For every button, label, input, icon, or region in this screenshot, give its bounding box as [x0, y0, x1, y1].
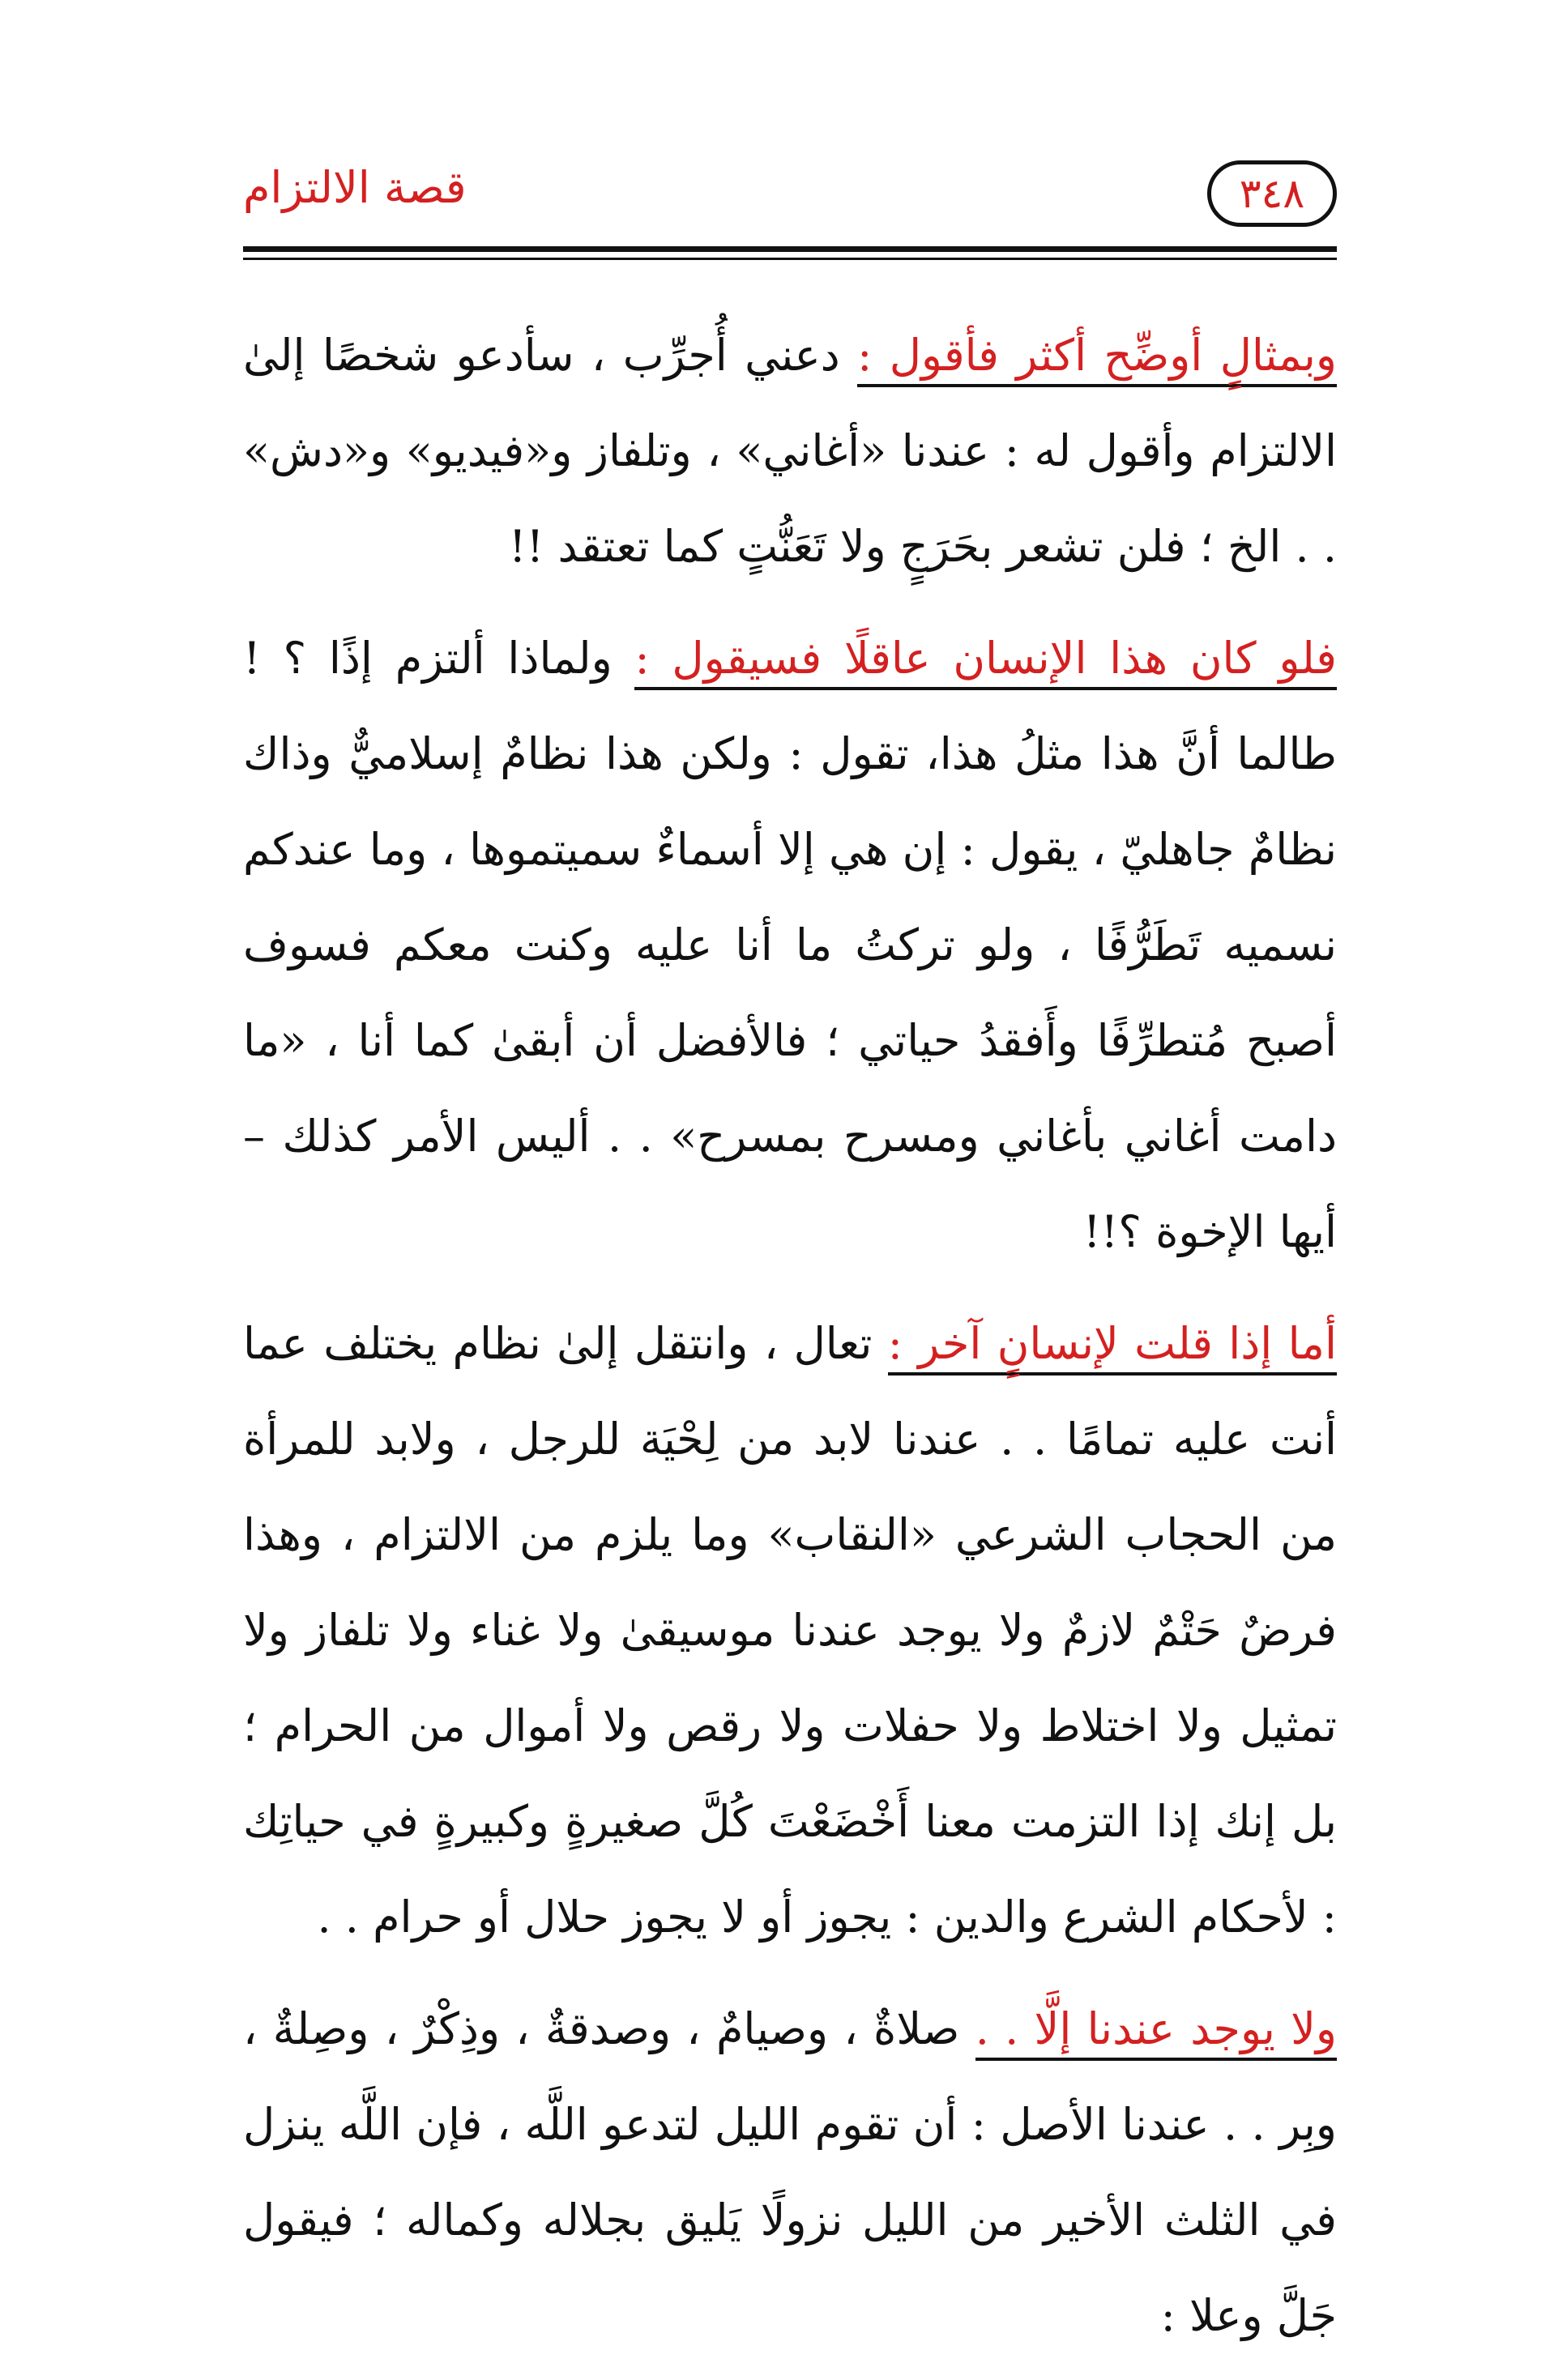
page-header: [243, 146, 1337, 235]
chapter-title: قصة الالتزام: [243, 162, 467, 213]
paragraph-3: [243, 1296, 1337, 1965]
body-text: [243, 308, 1337, 2380]
paragraph-text: صلاةٌ ، وصيامٌ ، وصدقةٌ ، وذِكْرٌ ، وصِلةٌ ، وبِر . . عندنا الأصل : أن تقوم الليل لتدعو اللَّه ، فإن اللَّه ينزل في الثلث الأخير من الليل نزولًا يَليق بجلاله وكماله ؛ فيقول جَلَّ وعلا :: [243, 2003, 1337, 2341]
header-rule-thin: [243, 258, 1337, 260]
paragraph-text: دعني أُجرِّب ، سأدعو شخصًا إلىٰ الالتزام وأقول له : عندنا «أغاني» ، وتلفاز و«فيديو» و«دش» . . الخ ؛ فلن تشعر بحَرَجٍ ولا تَعَنُّتٍ كما تعتقد !!: [243, 330, 1337, 572]
paragraph-lead: فلو كان هذا الإنسان عاقلًا فسيقول :: [634, 633, 1337, 690]
paragraph-lead: أما إذا قلت لإنسانٍ آخر :: [888, 1318, 1337, 1376]
paragraph-1: [243, 308, 1337, 595]
paragraph-lead: وبمثالٍ أوضِّح أكثر فأقول :: [857, 330, 1337, 387]
paragraph-text: تعال ، وانتقل إلىٰ نظام يختلف عما أنت عليه تمامًا . . عندنا لابد من لِحْيَة للرجل ، ولابد للمرأة من الحجاب الشرعي «النقاب» وما يلزم من الالتزام ، وهذا فرضٌ حَتْمٌ لازمٌ ولا يوجد عندنا موسيقىٰ ولا غناء ولا تلفاز ولا تمثيل ولا اختلاط ولا حفلات ولا رقص ولا أموال من الحرام ؛ بل إنك إذا التزمت معنا أَخْضَعْتَ كُلَّ صغيرةٍ وكبيرةٍ في حياتِك : لأحكام الشرع والدين : يجوز أو لا يجوز حلال أو حرام . .: [243, 1318, 1337, 1943]
header-rule-thick: [243, 246, 1337, 252]
page-number-badge: ٣٤٨: [1207, 160, 1337, 227]
paragraph-2: [243, 611, 1337, 1280]
paragraph-lead: ولا يوجد عندنا إلَّا . .: [975, 2003, 1337, 2061]
paragraph-text: ولماذا ألتزم إذًا ؟ ! طالما أنَّ هذا مثلُ هذا، تقول : ولكن هذا نظامٌ إسلاميٌّ وذاك نظامٌ جاهليّ ، يقول : إن هي إلا أسماءٌ سميتموها ، وما عندكم نسميه تَطَرُّفًا ، ولو تركتُ ما أنا عليه وكنت معكم فسوف أصبح مُتطرِّفًا وأَفقدُ حياتي ؛ فالأفضل أن أبقىٰ كما أنا ، «ما دامت أغاني بأغاني ومسرح بمسرح» . . أليس الأمر كذلك – أيها الإخوة ؟!!: [243, 633, 1337, 1257]
paragraph-4: [243, 1981, 1337, 2364]
